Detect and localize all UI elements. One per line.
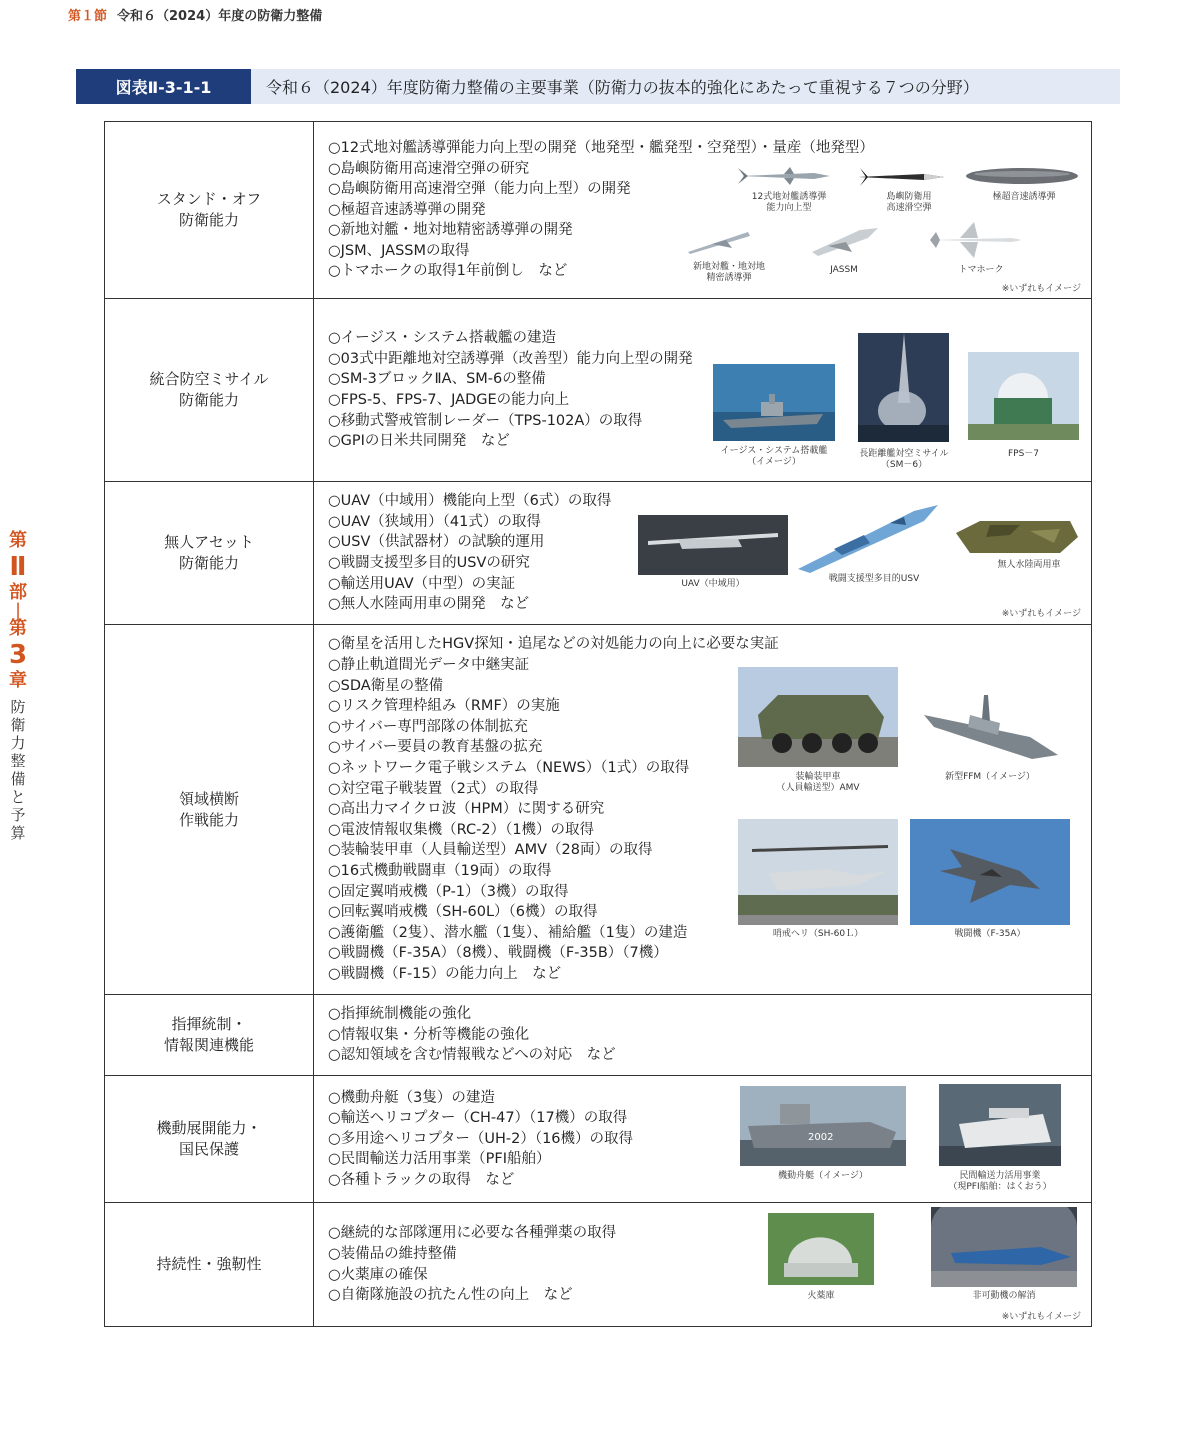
list-item: ○自衛隊施設の抗たん性の向上 など [328, 1287, 573, 1304]
list-item: ○継続的な部隊運用に必要な各種弾薬の取得 [328, 1225, 617, 1242]
list-item: ○民間輸送力活用事業（PFI船舶） [328, 1151, 551, 1168]
list-item: ○SM-3ブロックⅡA、SM-6の整備 [328, 371, 546, 388]
svg-text:2002: 2002 [808, 1132, 834, 1143]
side-chapter-title-char: と [10, 788, 26, 806]
list-item: ○多用途ヘリコプター（UH-2）（16機）の取得 [328, 1130, 634, 1147]
aircraft-maintenance-image [931, 1207, 1077, 1287]
items-cell [314, 122, 1092, 299]
list-item: ○島嶼防衛用高速滑空弾の研究 [328, 160, 530, 177]
list-item: ○高出力マイクロ波（HPM）に関する研究 [328, 801, 605, 818]
category-line: 領域横断 [178, 789, 239, 808]
image-caption: 島嶼防衛用 高速滑空弾 [886, 192, 932, 213]
list-item: ○03式中距離地対空誘導弾（改善型）能力向上型の開発 [328, 350, 693, 367]
list-item: ○移動式警戒管制レーダー（TPS-102A）の取得 [328, 412, 643, 429]
ffm-ship-image [920, 685, 1060, 765]
category-line: スタンド・オフ [156, 190, 262, 208]
side-divider: | [14, 600, 22, 621]
list-item: ○装備品の維持整備 [328, 1245, 457, 1262]
image-caption: UAV（中域用） [681, 579, 745, 589]
list-item: ○静止軌道間光データ中継実証 [328, 657, 530, 674]
list-item: ○GPIの日米共同開発 など [328, 433, 510, 450]
image-caption: JASSM [830, 265, 858, 275]
list-item: ○サイバー要員の教育基盤の拡充 [328, 739, 543, 756]
image-caption: 火薬庫 [807, 1291, 835, 1301]
image-caption: イージス・システム搭載艦 （イメージ） [720, 446, 828, 467]
category-cell [105, 299, 314, 482]
list-item: ○USV（供試器材）の試験的運用 [328, 534, 545, 551]
category-line: 防衛能力 [178, 554, 239, 572]
side-chapter-title-char: 算 [10, 824, 26, 842]
list-item: ○無人水陸両用車の開発 など [328, 596, 530, 613]
list-item: ○極超音速誘導弾の開発 [328, 201, 486, 218]
amphibious-vehicle-image [950, 515, 1080, 555]
aegis-ship-image [713, 364, 835, 441]
fps7-radar-image [968, 352, 1079, 440]
list-item: ○機動舟艇（3隻）の建造 [328, 1089, 495, 1106]
image-caption: 戦闘支援型多目的USV [828, 574, 920, 584]
side-part-number: Ⅱ [9, 552, 27, 582]
list-item: ○対空電子戦装置（2式）の取得 [328, 780, 539, 797]
tomahawk-image [926, 220, 1026, 260]
image-note: ※いずれもイメージ [1001, 284, 1081, 294]
image-caption: トマホーク [958, 265, 1004, 275]
list-item: ○JSM、JASSMの取得 [328, 242, 470, 259]
category-line: 機動展開能力・ [156, 1119, 262, 1137]
category-cell [105, 1203, 314, 1327]
category-line: 作戦能力 [178, 810, 239, 829]
side-chapter-title-char: 力 [10, 734, 26, 752]
items-cell [314, 995, 1092, 1076]
category-line: 持続性・強靭性 [156, 1255, 262, 1273]
list-item: ○UAV（狭域用）（41式）の取得 [328, 513, 541, 530]
image-note: ※いずれもイメージ [1001, 1312, 1081, 1322]
category-cell [105, 122, 314, 299]
list-item: ○新地対艦・地対地精密誘導弾の開発 [328, 222, 573, 239]
usv-image [794, 499, 942, 575]
list-item: ○戦闘機（F-15）の能力向上 など [328, 965, 562, 982]
item-list [314, 1004, 1091, 1066]
side-chapter-suffix: 章 [9, 670, 27, 691]
list-item: ○衛星を活用したHGV探知・追尾などの対処能力の向上に必要な実証 [328, 636, 779, 653]
list-item: ○護衛艦（2隻）、潜水艦（1隻）、補給艦（1隻）の建造 [328, 924, 688, 941]
list-item: ○輸送ヘリコプター（CH-47）（17機）の取得 [328, 1110, 628, 1127]
category-line: 防衛能力 [178, 211, 239, 229]
f35a-image [910, 819, 1070, 925]
side-chapter-title-char: 備 [10, 770, 26, 788]
list-item: ○ネットワーク電子戦システム（NEWS）（1式）の取得 [328, 760, 690, 777]
list-item: ○輸送用UAV（中型）の実証 [328, 575, 516, 592]
list-item: ○固定翼哨戒機（P-1）（3機）の取得 [328, 883, 569, 900]
side-chapter-title-char: 予 [10, 806, 26, 824]
list-item: ○各種トラックの取得 など [328, 1171, 515, 1188]
figure-title: 令和６（2024）年度防衛力整備の主要事業（防衛力の抜本的強化にあたって重視する７つの分野） [266, 78, 979, 97]
image-caption: 哨戒ヘリ（SH-60Ｌ） [772, 929, 864, 939]
section-title: 令和６（2024）年度の防衛力整備 [117, 9, 323, 24]
side-chapter-title-char: 衛 [10, 716, 26, 734]
section-number: 第１節 [68, 9, 108, 24]
list-item: ○島嶼防衛用高速滑空弾（能力向上型）の開発 [328, 181, 631, 198]
list-item: ○火薬庫の確保 [328, 1266, 428, 1283]
image-caption: 装輪装甲車 （人員輸送型）AMV [776, 772, 860, 793]
glide-missile-image [854, 164, 946, 190]
side-chapter-label: 第 [9, 618, 27, 639]
category-line: 統合防空ミサイル [149, 370, 269, 388]
list-item: ○SDA衛星の整備 [328, 677, 444, 694]
missile-image [734, 164, 834, 188]
table-row [105, 482, 1092, 625]
figure-number: 図表Ⅱ-3-1-1 [76, 69, 251, 104]
list-item: ○回転翼哨戒機（SH-60L）（6機）の取得 [328, 904, 598, 921]
category-line: 国民保護 [178, 1140, 239, 1158]
side-chapter-title-char: 防 [10, 698, 26, 716]
main-projects-table [104, 121, 1092, 1327]
items-cell [314, 1203, 1092, 1327]
side-chapter-number: 3 [8, 640, 28, 670]
image-caption: 長距離艦対空ミサイル （SM－6） [859, 449, 949, 470]
table-row [105, 122, 1092, 299]
image-caption: 無人水陸両用車 [997, 560, 1061, 570]
side-chapter-title-char: 整 [10, 752, 26, 770]
list-item: ○12式地対艦誘導弾能力向上型の開発（地発型・艦発型・空発型）・量産（地発型） [328, 139, 874, 156]
list-item: ○戦闘機（F-35A）（8機）、戦闘機（F-35B）（7機） [328, 945, 668, 962]
image-caption: 新型FFM（イメージ） [945, 772, 1035, 782]
magazine-image [768, 1213, 874, 1285]
image-note: ※いずれもイメージ [1001, 609, 1081, 619]
list-item: ○電波情報収集機（RC-2）（1機）の取得 [328, 821, 595, 838]
armored-vehicle-image [738, 667, 898, 767]
category-line: 指揮統制・ [171, 1015, 247, 1033]
category-line: 無人アセット [164, 533, 254, 551]
category-cell [105, 482, 314, 625]
list-item: ○トマホークの取得1年前倒し など [328, 263, 568, 280]
category-line: 情報関連機能 [163, 1036, 254, 1054]
landing-craft-image [740, 1086, 906, 1166]
list-item: ○UAV（中域用）機能向上型（6式）の取得 [328, 493, 612, 510]
table-row [105, 299, 1092, 482]
list-item: ○FPS-5、FPS-7、JADGEの能力向上 [328, 392, 570, 408]
uav-image [638, 515, 788, 575]
chapter-side-tab [6, 530, 30, 842]
list-item: ○戦闘支援型多目的USVの研究 [328, 555, 530, 571]
image-caption: 非可動機の解消 [972, 1291, 1036, 1301]
image-caption: 民間輸送力活用事業 （現PFI船舶：はくおう） [948, 1171, 1052, 1192]
jassm-image [808, 222, 880, 258]
item-list [314, 138, 1091, 282]
items-cell [314, 299, 1092, 482]
items-cell [314, 625, 1092, 995]
side-part-suffix: 部 [9, 582, 27, 603]
hypersonic-missile-image [964, 166, 1082, 186]
image-caption: FPS－7 [1007, 449, 1040, 459]
table-row [105, 995, 1092, 1076]
precision-missile-image [686, 226, 752, 256]
image-caption: 12式地対艦誘導弾 能力向上型 [751, 192, 827, 213]
sm6-launch-image [858, 333, 949, 442]
category-cell [105, 995, 314, 1076]
list-item: ○リスク管理枠組み（RMF）の実施 [328, 698, 560, 715]
image-caption: 機動舟艇（イメージ） [778, 1171, 868, 1181]
list-item: ○16式機動戦闘車（19両）の取得 [328, 862, 552, 879]
pfi-ship-image [939, 1084, 1061, 1166]
list-item: ○サイバー専門部隊の体制拡充 [328, 718, 528, 735]
image-caption: 戦闘機（F-35A） [954, 929, 1026, 939]
table-row [105, 1076, 1092, 1203]
items-cell [314, 482, 1092, 625]
list-item: ○指揮統制機能の強化 [328, 1006, 472, 1023]
category-cell [105, 1076, 314, 1203]
items-cell [314, 1076, 1092, 1203]
image-caption: 新地対艦・地対地 精密誘導弾 [692, 262, 765, 283]
helicopter-image [738, 819, 898, 925]
list-item: ○認知領域を含む情報戦などへの対応 など [328, 1047, 616, 1064]
category-line: 防衛能力 [178, 391, 239, 409]
table-row [105, 625, 1092, 995]
side-part-label: 第 [9, 530, 27, 551]
list-item: ○情報収集・分析等機能の強化 [328, 1026, 530, 1043]
list-item: ○イージス・システム搭載艦の建造 [328, 330, 556, 347]
list-item: ○装輪装甲車（人員輸送型）AMV（28両）の取得 [328, 842, 653, 859]
category-cell [105, 625, 314, 995]
image-caption: 極超音速誘導弾 [992, 192, 1056, 202]
table-row [105, 1203, 1092, 1327]
figure-title-bar [76, 69, 1120, 104]
running-header [68, 5, 322, 24]
